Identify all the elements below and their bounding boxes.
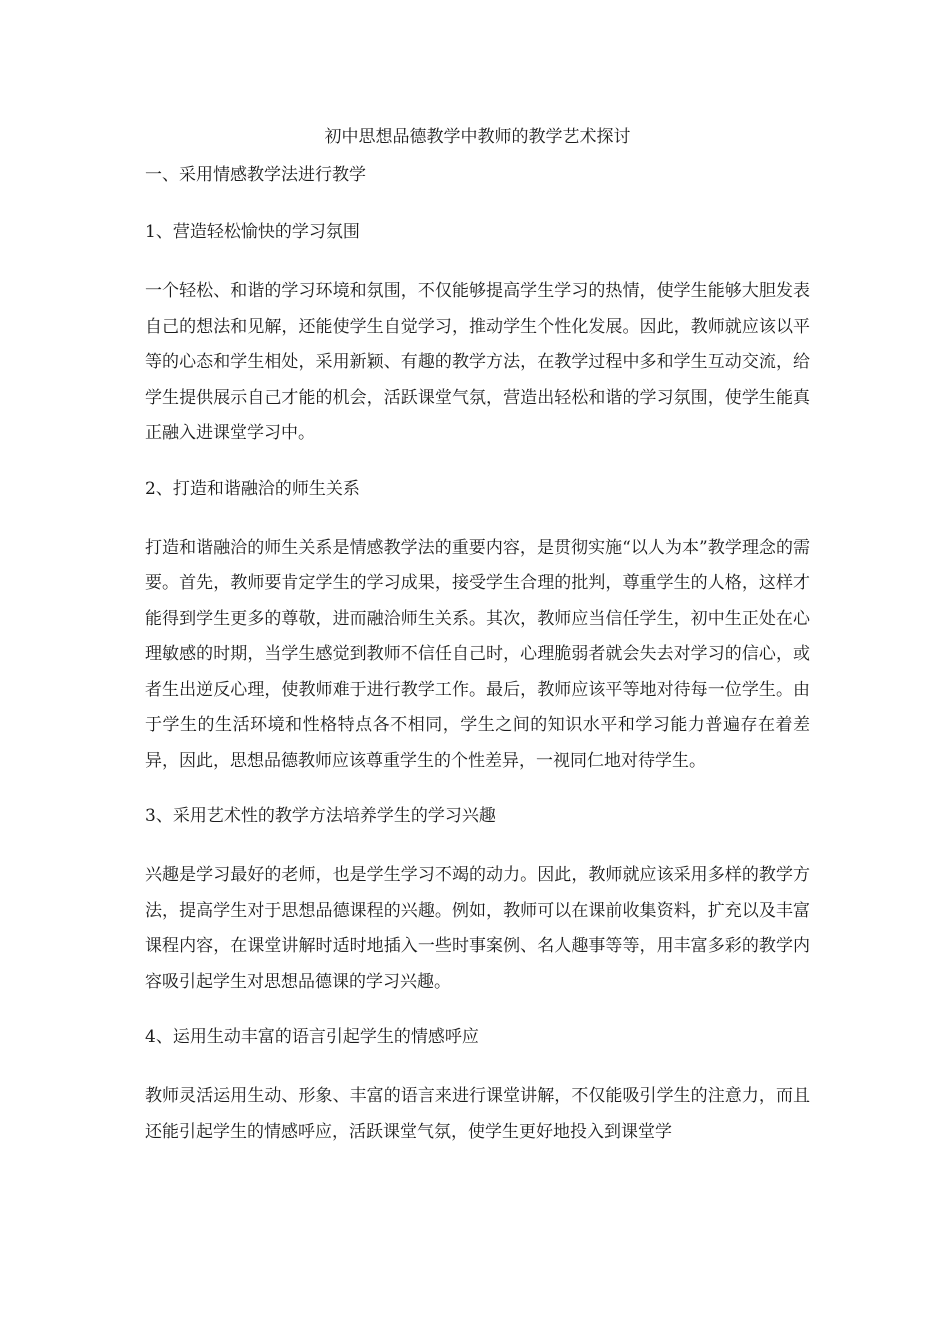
subsection-heading-4: 4、运用生动丰富的语言引起学生的情感呼应 xyxy=(145,1027,479,1047)
paragraph-1: 一个轻松、和谐的学习环境和氛围，不仅能够提高学生学习的热情，使学生能够大胆发表自己的想法和见解，还能使学生自觉学习，推动学生个性化发展。因此，教师就应该以平等的心态和学生相处，采用新颖、有趣的教学方法，在教学过程中多和学生互动交流，给学生提供展示自己才能的机会，活跃课堂气氛，营造出轻松和谐的学习氛围，使学生能真正融入进课堂学习中。 xyxy=(145,281,810,443)
paragraph-3: 兴趣是学习最好的老师，也是学生学习不竭的动力。因此，教师就应该采用多样的教学方法，提高学生对于思想品德课程的兴趣。例如，教师可以在课前收集资料，扩充以及丰富课程内容，在课堂讲解时适时地插入一些时事案例、名人趣事等等，用丰富多彩的教学内容吸引起学生对思想品德课的学习兴趣。 xyxy=(145,865,810,992)
section-heading-1: 一、采用情感教学法进行教学 xyxy=(145,165,366,185)
subsection-heading-3: 3、采用艺术性的教学方法培养学生的学习兴趣 xyxy=(145,806,496,826)
paragraph-4: 教师灵活运用生动、形象、丰富的语言来进行课堂讲解，不仅能吸引学生的注意力，而且还能引起学生的情感呼应，活跃课堂气氛，使学生更好地投入到课堂学 xyxy=(145,1086,810,1142)
subsection-heading-1: 1、营造轻松愉快的学习氛围 xyxy=(145,222,360,242)
paragraph-2: 打造和谐融洽的师生关系是情感教学法的重要内容，是贯彻实施“以人为本”教学理念的需要。首先，教师要肯定学生的学习成果，接受学生合理的批判，尊重学生的人格，这样才能得到学生更多的尊敬，进而融洽师生关系。其次，教师应当信任学生，初中生正处在心理敏感的时期，当学生感觉到教师不信任自己时，心理脆弱者就会失去对学习的信心，或者生出逆反心理，使教师难于进行教学工作。最后，教师应该平等地对待每一位学生。由于学生的生活环境和性格特点各不相同，学生之间的知识水平和学习能力普遍存在着差异，因此，思想品德教师应该尊重学生的个性差异，一视同仁地对待学生。 xyxy=(145,537,810,771)
document-page xyxy=(145,122,810,1172)
subsection-heading-2: 2、打造和谐融洽的师生关系 xyxy=(145,478,360,499)
document-title: 初中思想品德教学中教师的教学艺术探讨 xyxy=(324,127,631,147)
